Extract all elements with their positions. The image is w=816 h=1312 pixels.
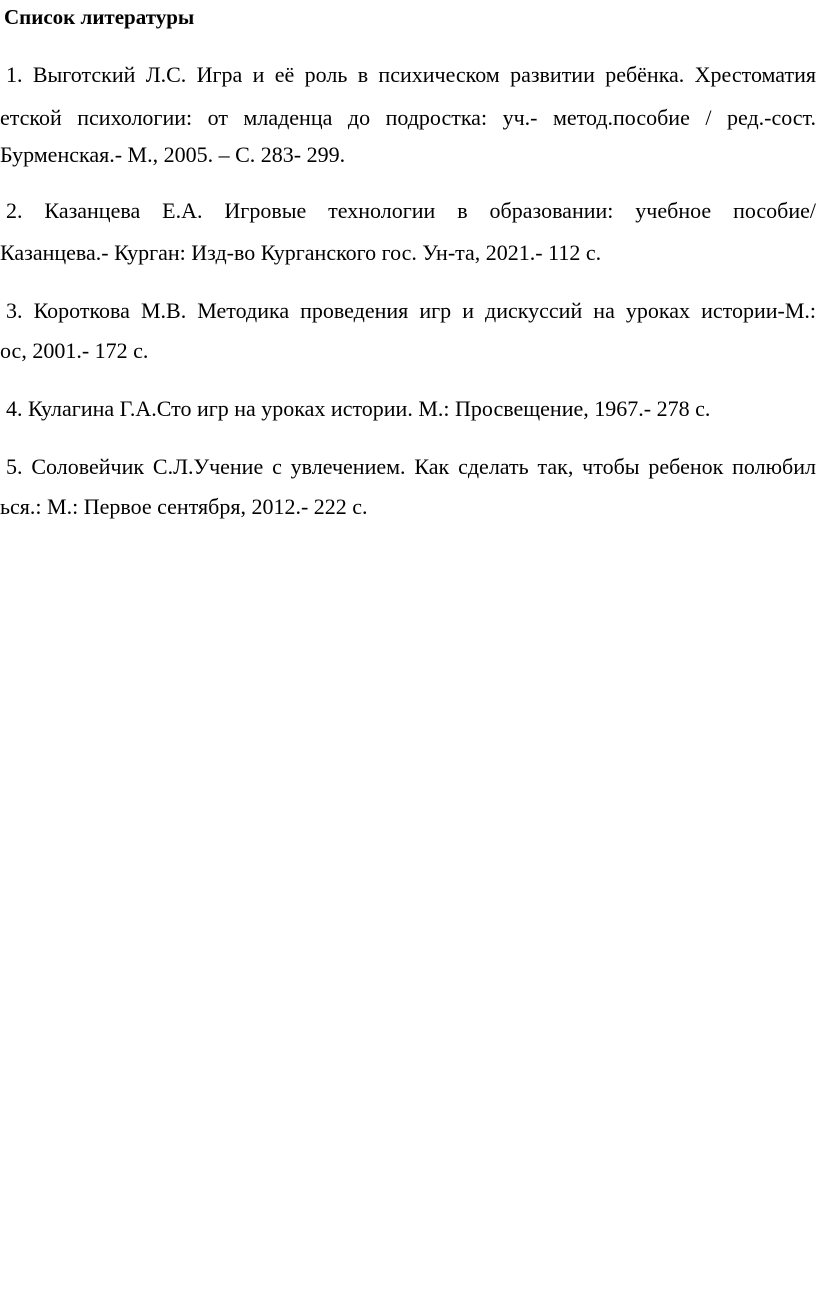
reference-4-line-1: 4. Кулагина Г.А.Сто игр на уроках истории. М.: Просвещение, 1967.- 278 с. [6,396,711,421]
reference-2-line-1: 2. Казанцева Е.А. Игровые технологии в образовании: учебное пособие/ [6,198,816,223]
reference-3-line-1: 3. Короткова М.В. Методика проведения игр и дискуссий на уроках истории-М.: [6,298,816,323]
reference-1-line-3: Бурменская.- М., 2005. – С. 283- 299. [0,142,346,167]
reference-5-line-1: 5. Соловейчик С.Л.Учение с увлечением. Как сделать так, чтобы ребенок полюбил [6,454,816,479]
reference-5-line-2: ься.: М.: Первое сентября, 2012.- 222 с. [0,494,368,519]
reference-2-line-2: Казанцева.- Курган: Изд-во Курганского гос. Ун-та, 2021.- 112 с. [0,240,602,265]
reference-1-line-2: етской психологии: от младенца до подростка: уч.- метод.пособие / ред.-сост. [0,105,816,130]
reference-3-line-2: ос, 2001.- 172 с. [0,338,149,363]
page-title: Список литературы [4,5,195,29]
reference-1-line-1: 1. Выготский Л.С. Игра и её роль в психическом развитии ребёнка. Хрестоматия [6,62,816,87]
